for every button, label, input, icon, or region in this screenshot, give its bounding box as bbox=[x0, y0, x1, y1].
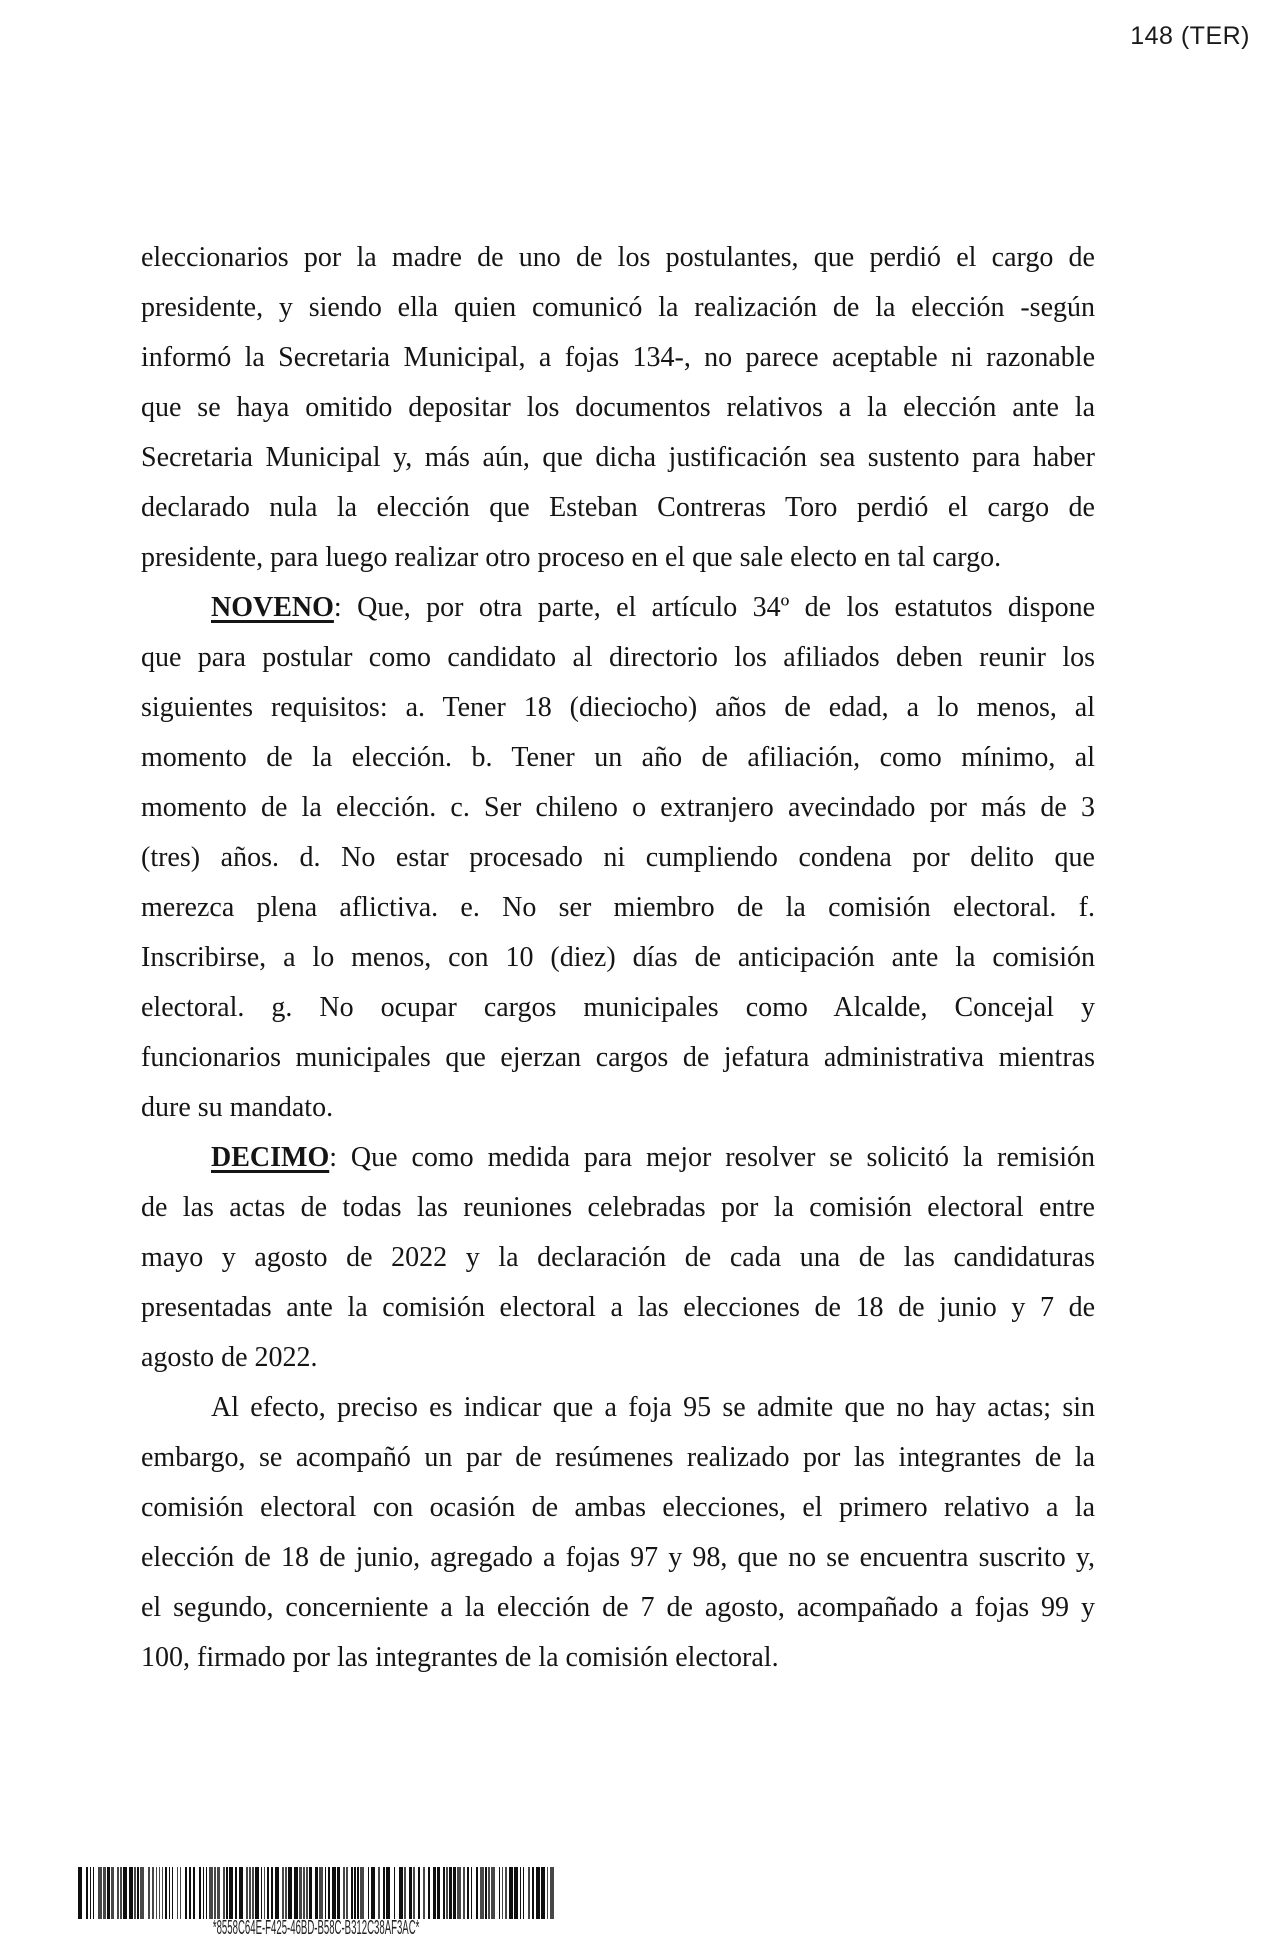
barcode-bar bbox=[418, 1867, 420, 1919]
barcode-bar bbox=[249, 1867, 251, 1919]
barcode-bar bbox=[360, 1867, 364, 1919]
barcode-bar bbox=[476, 1867, 479, 1919]
document-lines bbox=[141, 233, 1095, 1683]
barcode-bar bbox=[288, 1867, 292, 1919]
barcode-bar bbox=[357, 1867, 359, 1919]
section-heading: DECIMO bbox=[211, 1142, 330, 1173]
barcode-bar bbox=[409, 1867, 412, 1919]
barcode-bar bbox=[520, 1867, 522, 1919]
barcode-bar bbox=[275, 1867, 279, 1919]
barcode-bar bbox=[457, 1867, 461, 1919]
text-line: informó la Secretaria Municipal, a fojas 134-, no parece aceptable ni razonable bbox=[141, 342, 1095, 373]
barcode-bar bbox=[449, 1867, 452, 1919]
text-line: presidente, y siendo ella quien comunicó la realización de la elección -según bbox=[141, 292, 1095, 323]
barcode-bar bbox=[134, 1867, 136, 1919]
barcode-bar bbox=[386, 1867, 390, 1919]
barcode-bar bbox=[264, 1867, 266, 1919]
text-line: que para postular como candidato al directorio los afiliados deben reunir los bbox=[141, 642, 1095, 673]
barcode-bar bbox=[226, 1867, 228, 1919]
barcode-bar bbox=[480, 1867, 484, 1919]
barcode-bar bbox=[137, 1867, 139, 1919]
text-line: presidente, para luego realizar otro proceso en el que sale electo en tal cargo. bbox=[141, 542, 1002, 573]
barcode-bar bbox=[446, 1867, 448, 1919]
text-line: dure su mandato. bbox=[141, 1092, 334, 1123]
barcode-bar bbox=[491, 1867, 495, 1919]
text-line: de las actas de todas las reuniones celebradas por la comisión electoral entre bbox=[141, 1192, 1095, 1223]
barcode-bar bbox=[443, 1867, 445, 1919]
barcode-bar bbox=[180, 1867, 182, 1919]
barcode-bar bbox=[394, 1867, 396, 1919]
text-line-with-heading: NOVENO: Que, por otra parte, el artículo 34º de los estatutos dispone bbox=[211, 592, 1095, 623]
text-line: (tres) años. d. No estar procesado ni cumpliendo condena por delito que bbox=[141, 842, 1095, 873]
barcode-bar bbox=[165, 1867, 168, 1919]
barcode-bar bbox=[255, 1867, 259, 1919]
barcode-bar bbox=[485, 1867, 487, 1919]
text-line: siguientes requisitos: a. Tener 18 (dieciocho) años de edad, a lo menos, al bbox=[141, 692, 1095, 723]
barcode-bar bbox=[351, 1867, 353, 1919]
barcode-bar bbox=[467, 1867, 470, 1919]
barcode-bar bbox=[185, 1867, 188, 1919]
barcode-bar bbox=[471, 1867, 473, 1919]
text-line: electoral. g. No ocupar cargos municipales como Alcalde, Concejal y bbox=[141, 992, 1095, 1023]
barcode-bar bbox=[325, 1867, 327, 1919]
text-line: presentadas ante la comisión electoral a las elecciones de 18 de junio y 7 de bbox=[141, 1292, 1095, 1323]
text-line-with-heading: DECIMO: Que como medida para mejor resolver se solicitó la remisión bbox=[211, 1142, 1095, 1173]
text-line: 100, firmado por las integrantes de la comisión electoral. bbox=[141, 1642, 779, 1673]
barcode-bar bbox=[156, 1867, 158, 1919]
barcode-bar bbox=[337, 1867, 340, 1919]
barcode-bar bbox=[299, 1867, 302, 1919]
text-line: momento de la elección. b. Tener un año de afiliación, como mínimo, al bbox=[141, 742, 1095, 773]
barcode-bar bbox=[346, 1867, 348, 1919]
barcode-bar bbox=[499, 1867, 501, 1919]
barcode-bar bbox=[246, 1867, 248, 1919]
barcode-bar bbox=[532, 1867, 535, 1919]
barcode-bar bbox=[93, 1867, 95, 1919]
barcode-bar bbox=[404, 1867, 406, 1919]
barcode-bar bbox=[413, 1867, 415, 1919]
text-line: Secretaria Municipal y, más aún, que dicha justificación sea sustento para haber bbox=[141, 442, 1095, 473]
barcode-caption bbox=[78, 1917, 555, 1940]
barcode-bar bbox=[98, 1867, 102, 1919]
barcode-bar bbox=[354, 1867, 356, 1919]
barcode-bar bbox=[423, 1867, 425, 1919]
barcode-bar bbox=[193, 1867, 196, 1919]
barcode-bar bbox=[502, 1867, 504, 1919]
barcode-bar bbox=[172, 1867, 174, 1919]
barcode-bar bbox=[120, 1867, 122, 1919]
barcode-bar bbox=[78, 1867, 82, 1919]
barcode-bar bbox=[368, 1867, 370, 1919]
barcode-bar bbox=[319, 1867, 323, 1919]
barcode-bar bbox=[159, 1867, 161, 1919]
barcode-bar bbox=[433, 1867, 436, 1919]
barcode-bar bbox=[189, 1867, 192, 1919]
barcode-bar bbox=[378, 1867, 380, 1919]
barcode-bar bbox=[453, 1867, 456, 1919]
barcode-bar bbox=[315, 1867, 318, 1919]
text-line: elección de 18 de junio, agregado a fojas 97 y 98, que no se encuentra suscrito y, bbox=[141, 1542, 1095, 1573]
barcode-bar bbox=[229, 1867, 233, 1919]
text-line: Al efecto, preciso es indicar que a foja 95 se admite que no hay actas; sin bbox=[211, 1392, 1095, 1423]
text-line: que se haya omitido depositar los documentos relativos a la elección ante la bbox=[141, 392, 1095, 423]
barcode-bar bbox=[123, 1867, 127, 1919]
barcode-bar bbox=[303, 1867, 305, 1919]
barcode-bar bbox=[328, 1867, 331, 1919]
barcode-bar bbox=[217, 1867, 220, 1919]
barcode-bar bbox=[199, 1867, 202, 1919]
barcode-bar bbox=[261, 1867, 263, 1919]
barcode-caption-text: *8558C64E-F425-46BD-B58C-B312C38AF3AC* bbox=[213, 1917, 420, 1939]
barcode-bar bbox=[282, 1867, 284, 1919]
barcode-bar bbox=[309, 1867, 312, 1919]
barcode-bar bbox=[332, 1867, 336, 1919]
text-line: el segundo, concerniente a la elección de 7 de agosto, acompañado a fojas 99 y bbox=[141, 1592, 1095, 1623]
barcode-bar bbox=[203, 1867, 205, 1919]
text-line: funcionarios municipales que ejerzan cargos de jefatura administrativa mientras bbox=[141, 1042, 1095, 1073]
page-number: 148 (TER) bbox=[1130, 22, 1250, 50]
barcode-bar bbox=[371, 1867, 375, 1919]
text-line: agosto de 2022. bbox=[141, 1342, 318, 1373]
barcode-bar bbox=[509, 1867, 513, 1919]
barcode-bar bbox=[90, 1867, 92, 1919]
barcode-bar bbox=[437, 1867, 440, 1919]
barcode-bar bbox=[252, 1867, 254, 1919]
barcode-bar bbox=[86, 1867, 89, 1919]
barcode-bar bbox=[399, 1867, 403, 1919]
barcode-bar bbox=[152, 1867, 155, 1919]
barcode-bar bbox=[541, 1867, 545, 1919]
barcode-bar bbox=[343, 1867, 345, 1919]
barcode-bar bbox=[239, 1867, 243, 1919]
barcode-bar bbox=[383, 1867, 385, 1919]
barcode-bar bbox=[271, 1867, 274, 1919]
barcode-bar bbox=[214, 1867, 216, 1919]
barcode-bar bbox=[140, 1867, 144, 1919]
text-line: merezca plena aflictiva. e. No ser miembro de la comisión electoral. f. bbox=[141, 892, 1095, 923]
barcode-bar bbox=[523, 1867, 525, 1919]
text-line: momento de la elección. c. Ser chileno o extranjero avecindado por más de 3 bbox=[141, 792, 1095, 823]
barcode-bar bbox=[285, 1867, 287, 1919]
barcode-bar bbox=[514, 1867, 518, 1919]
text-line: comisión electoral con ocasión de ambas elecciones, el primero relativo a la bbox=[141, 1492, 1095, 1523]
barcode-bar bbox=[107, 1867, 110, 1919]
barcode bbox=[78, 1867, 555, 1919]
section-heading: NOVENO bbox=[211, 592, 334, 623]
text-line: declarado nula la elección que Esteban Contreras Toro perdió el cargo de bbox=[141, 492, 1095, 523]
barcode-bar bbox=[428, 1867, 430, 1919]
barcode-bar bbox=[306, 1867, 308, 1919]
barcode-bar bbox=[177, 1867, 179, 1919]
barcode-bar bbox=[294, 1867, 298, 1919]
barcode-bar bbox=[129, 1867, 133, 1919]
barcode-bar bbox=[267, 1867, 270, 1919]
barcode-bar bbox=[148, 1867, 151, 1919]
text-line: eleccionarios por la madre de uno de los postulantes, que perdió el cargo de bbox=[141, 242, 1095, 273]
barcode-bar bbox=[488, 1867, 490, 1919]
barcode-bar bbox=[235, 1867, 238, 1919]
barcode-bar bbox=[528, 1867, 531, 1919]
barcode-bar bbox=[536, 1867, 540, 1919]
barcode-bar bbox=[550, 1867, 554, 1919]
barcode-bar bbox=[117, 1867, 119, 1919]
barcode-bar bbox=[103, 1867, 106, 1919]
barcode-bar bbox=[505, 1867, 508, 1919]
barcode-bar bbox=[209, 1867, 213, 1919]
barcode-bar bbox=[169, 1867, 171, 1919]
barcode-bar bbox=[111, 1867, 114, 1919]
barcode-bar bbox=[463, 1867, 466, 1919]
text-line: Inscribirse, a lo menos, con 10 (diez) días de anticipación ante la comisión bbox=[141, 942, 1095, 973]
text-line: embargo, se acompañó un par de resúmenes realizado por las integrantes de la bbox=[141, 1442, 1095, 1473]
barcode-bar bbox=[162, 1867, 164, 1919]
barcode-bar bbox=[206, 1867, 208, 1919]
barcode-bar bbox=[547, 1867, 549, 1919]
barcode-bar bbox=[223, 1867, 225, 1919]
text-line: mayo y agosto de 2022 y la declaración de cada una de las candidaturas bbox=[141, 1242, 1095, 1273]
